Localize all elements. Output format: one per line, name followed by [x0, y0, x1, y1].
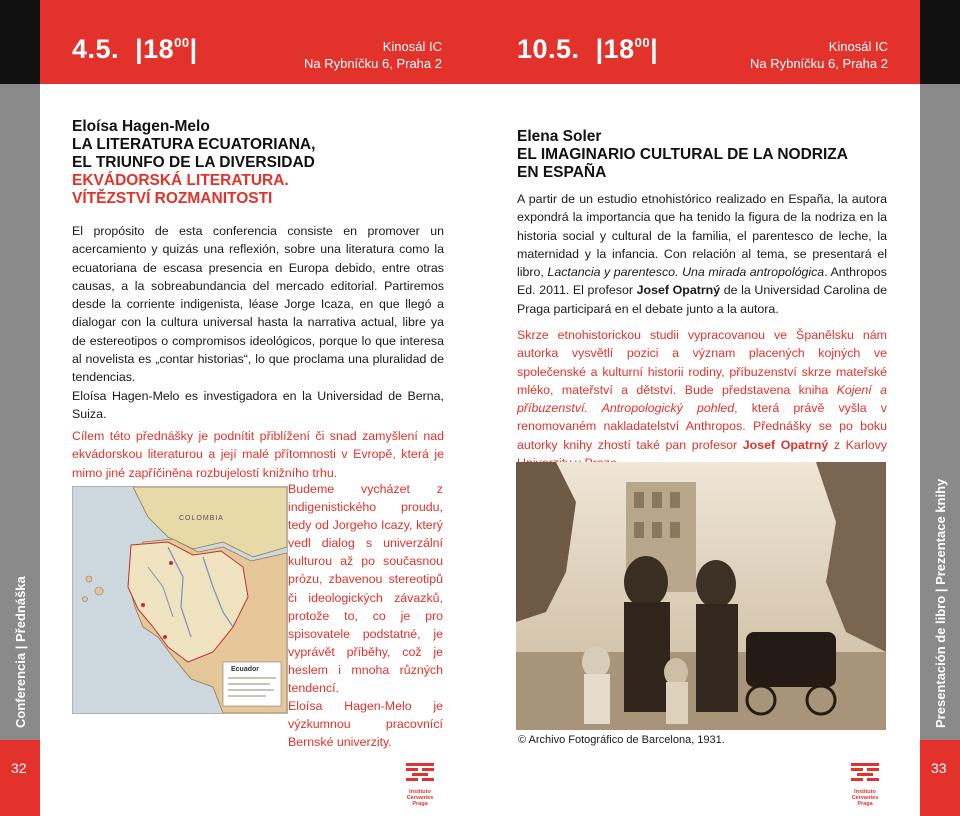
- cervantes-emblem-icon: [404, 762, 436, 784]
- left-side-label: Conferencia | Přednáška: [13, 576, 28, 728]
- historical-photo: [516, 462, 886, 730]
- right-professor-cz: Josef Opatrný: [742, 437, 829, 452]
- right-author: Elena Soler: [517, 128, 602, 145]
- right-body-cz: Skrze etnohistorickou studii vypracovanou ve Španělsku nám autorka vysvětlí pozici a význam placených kojných ve společenské a kulturní historii rodiny, příbuzenství skrze mateřské mléko, mateřství a dětství. Bude představena kniha Kojení a příbuzenství. Antropologický pohled, která právě vyšla v renomovaném nakladatelství Anthropos. Přednášky se po boku autorky knihy zhostí také pan profesor Josef Opatrný z Karlovy: [517, 328, 887, 452]
- left-instituto-cervantes-logo: [404, 762, 436, 807]
- left-body-es-paragraph-2: Eloísa Hagen-Melo es investigadora en la Universidad de Berna, Suiza.: [72, 388, 444, 421]
- cervantes-emblem-icon: [849, 762, 881, 784]
- right-venue: Kinosál IC Na Rybníčku 6, Praha 2: [749, 39, 888, 71]
- right-title-1: EL IMAGINARIO CULTURAL DE LA NODRIZA: [517, 146, 848, 163]
- left-logo-text: Instituto Cervantes Praga: [406, 789, 434, 807]
- right-side-label: Presentación de libro | Prezentace knihy: [933, 478, 948, 728]
- right-book-title-cz: Kojení a příbuzenství. Antropologický pohled: [517, 382, 887, 416]
- left-title-es-2: EL TRIUNFO DE LA DIVERSIDAD: [72, 154, 315, 171]
- left-article-heading: [72, 118, 444, 208]
- left-venue: Kinosál IC Na Rybníčku 6, Praha 2: [303, 39, 442, 71]
- ecuador-map-image: [72, 486, 288, 714]
- left-body-cz-paragraph-2: Budeme vycházet z indigenistického proudu, tedy od Jorgeho Icazy, který vedl dialog s univerzální kulturou až po současnou prózu, zbavenou stereotipů či ideologických závazků, protože to, co je pro spisovatele podstatné, je vyprávět příběhy, což je heslem i mnoha různých tendencí.: [288, 482, 443, 696]
- right-page-tab: [920, 740, 960, 816]
- left-page-number: 32: [11, 760, 27, 776]
- left-author: Eloísa Hagen-Melo: [72, 118, 210, 135]
- left-page-tab: [0, 740, 40, 816]
- left-event-date: 4.5. $|18^{00}|$: [72, 34, 198, 64]
- left-body-es: [72, 222, 444, 423]
- historical-photo-graphic: [516, 462, 886, 730]
- left-body-es-paragraph-1: El propósito de esta conferencia consiste en promover un acercamiento y quizás una reflexión, sobre una literatura como la ecuatoriana de escasa presencia en Europa debido, entre otras causas, a la sobreabundancia del mercado editorial. Partiremos desde la corriente indigenista, léase Jorge Icaza, en que llegó a dialogar con la cultura universal hasta la narrativa actual, libre ya de estereotipos o compromisos ideológicos, porque lo que interesa al novelista es „contar historias“, lo que proclama una pluralidad de tendencias.: [72, 224, 444, 385]
- right-professor-es: Josef Opatrný: [636, 283, 721, 298]
- left-body-cz-paragraph-3: Eloísa Hagen-Melo je výzkumnou pracovnící Bernské univerzity.: [288, 699, 443, 750]
- left-body-cz-column: [288, 480, 443, 751]
- left-corner-block: [0, 0, 40, 84]
- right-corner-block: [920, 0, 960, 84]
- right-logo-text: Instituto Cervantes Praga: [851, 789, 879, 807]
- left-title-cz-1: EKVÁDORSKÁ LITERATURA.: [72, 172, 289, 189]
- right-page-number: 33: [931, 760, 947, 776]
- right-instituto-cervantes-logo: [849, 762, 881, 807]
- left-body-cz-intro: Cílem této přednášky je podnítit přiblížení či snad zamyšlení nad ekvádorskou literaturou a její malé přítomnosti v Evropě, která je mimo jiné zapříčiněna rozbujelostí knižního trhu.: [72, 429, 444, 480]
- right-event-date: 10.5. $|18^{00}|$: [517, 34, 659, 64]
- left-title-cz-2: VÍTĚZSTVÍ ROZMANITOSTI: [72, 190, 273, 207]
- photo-caption: © Archivo Fotográfico de Barcelona, 1931.: [518, 734, 725, 746]
- right-book-title-es: Lactancia y parentesco. Una mirada antropológica: [547, 265, 825, 280]
- map-label-colombia: COLOMBIA: [179, 515, 224, 522]
- right-article-heading: [517, 128, 889, 182]
- left-title-es-1: LA LITERATURA ECUATORIANA,: [72, 136, 316, 153]
- right-title-2: EN ESPAÑA: [517, 164, 607, 181]
- map-label-ecuador: Ecuador: [231, 666, 260, 673]
- right-body-es: A partir de un estudio etnohistórico realizado en España, la autora expondrá la importancia que ha tenido la figura de la nodriza en la historia social y cultural de la familia, el parentesco de leche, la maternidad y la infancia. Con relación al tema, se presentará el libro, Lactancia y parentesco. Una mirada antropológica. Anthropos Ed. 2011. El profesor Josef Opatrný de la Universidad Carolina de Praga participará en el debate junto a la autora.: [517, 192, 888, 316]
